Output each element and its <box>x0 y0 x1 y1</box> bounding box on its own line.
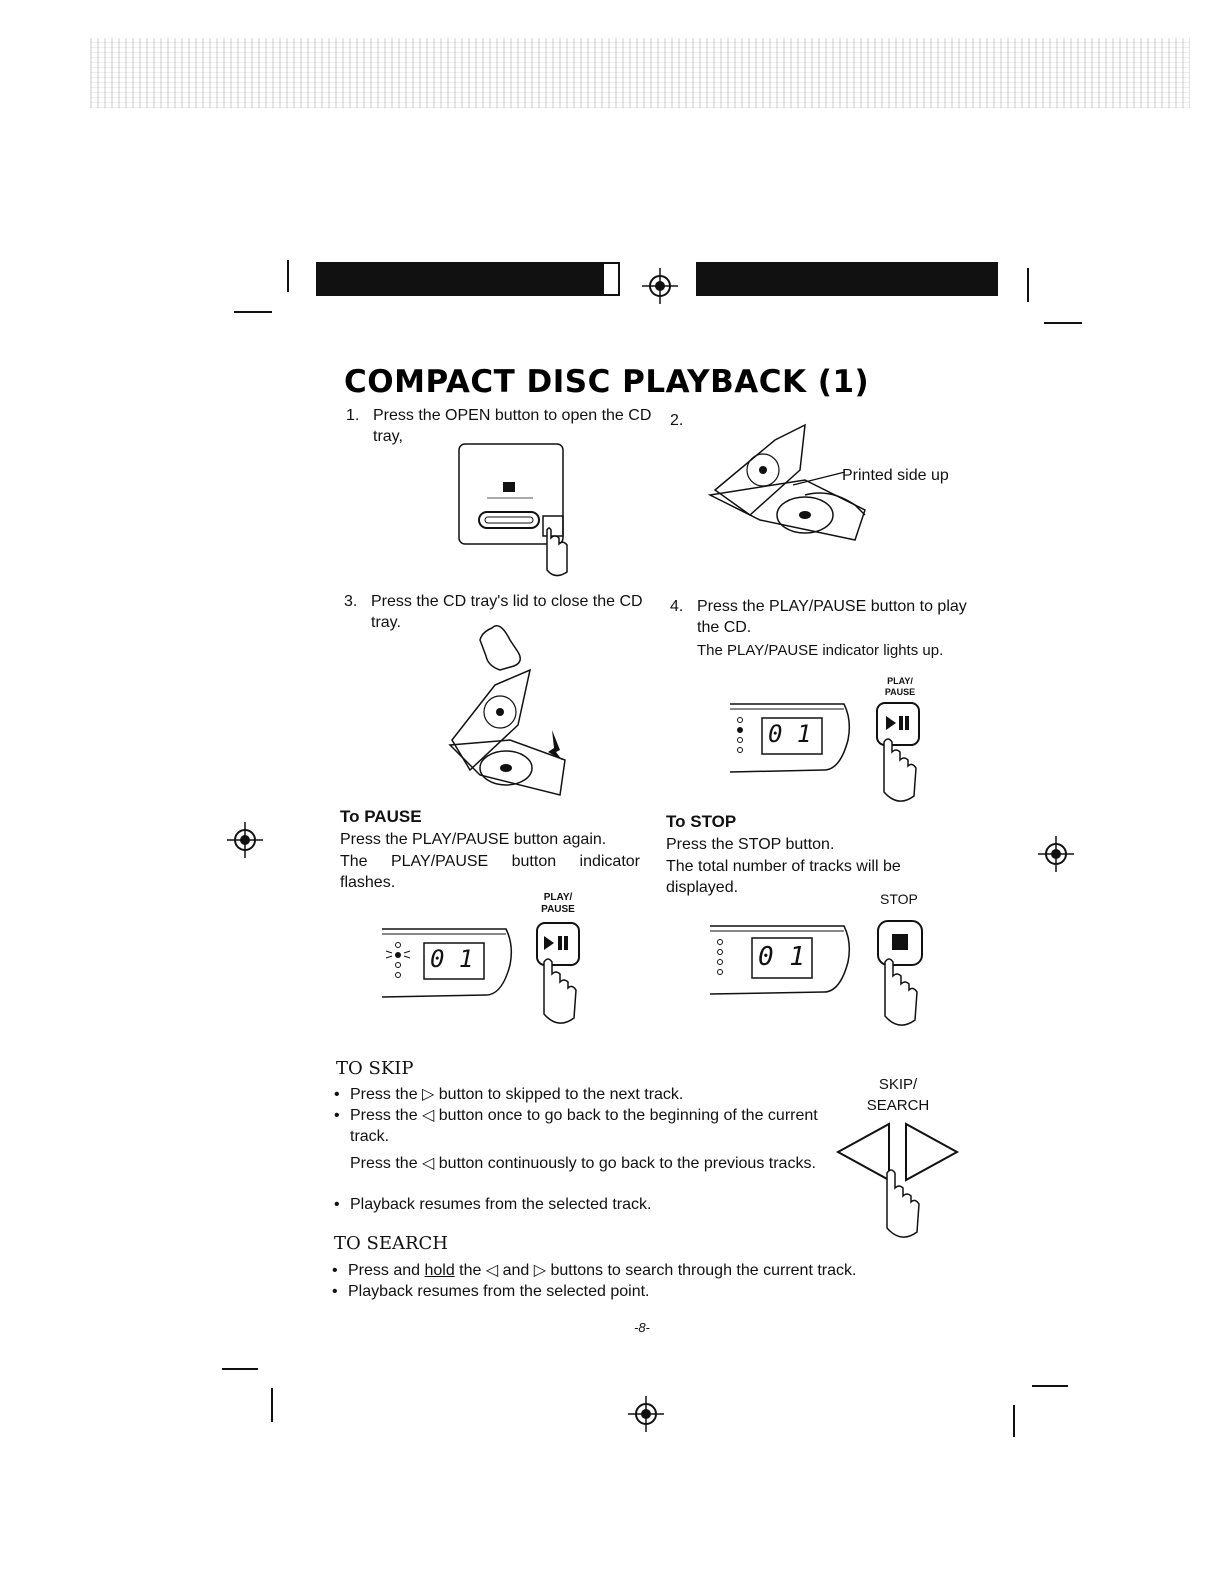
close-tray-illustration <box>440 620 580 805</box>
skip-item-3: • Playback resumes from the selected track. <box>334 1194 824 1215</box>
crop-line <box>1027 268 1029 302</box>
step-3-num: 3. <box>344 593 358 610</box>
crop-line <box>222 1368 258 1370</box>
stop-line-2: The total number of tracks will be displayed. <box>666 858 901 896</box>
pause-play-pause-label: PLAY/ PAUSE <box>541 892 575 915</box>
skip-search-label: SKIP/ SEARCH <box>866 1076 930 1114</box>
search-item-2: • Playback resumes from the selected point. <box>332 1281 932 1302</box>
search-item-1-pre: Press and <box>348 1262 425 1279</box>
play-pause-button-icon[interactable] <box>874 700 924 810</box>
skip-list <box>334 1084 824 1147</box>
header-bar-left-end <box>602 262 620 296</box>
step-2-num: 2. <box>670 412 684 429</box>
step-4-num: 4. <box>670 598 684 615</box>
registration-mark-icon <box>626 1394 666 1434</box>
step-1-num: 1. <box>346 407 360 424</box>
pause-line-1: Press the PLAY/PAUSE button again. <box>340 831 607 848</box>
registration-mark-icon <box>1036 834 1076 874</box>
crop-line <box>287 260 289 292</box>
stop-track-display: 0 1 <box>758 942 805 972</box>
search-list <box>332 1260 932 1302</box>
search-item-1 <box>332 1260 932 1281</box>
step-3-text: Press the CD tray's lid to close the CD tray. <box>371 593 643 631</box>
page-number: -8- <box>634 1320 650 1335</box>
scan-noise <box>90 38 1190 108</box>
play-pause-label: PLAY/ PAUSE <box>884 676 916 697</box>
printed-side-label: Printed side up <box>842 467 949 484</box>
crop-line <box>1013 1405 1015 1437</box>
open-button-illustration <box>455 440 575 585</box>
page-title: COMPACT DISC PLAYBACK (1) <box>344 364 870 400</box>
track-display: 0 1 <box>768 720 812 748</box>
crop-line <box>234 311 272 313</box>
stop-button-icon[interactable] <box>875 918 925 1038</box>
skip-search-buttons-icon[interactable] <box>835 1118 960 1243</box>
skip-heading: TO SKIP <box>336 1058 414 1079</box>
registration-mark-icon <box>640 266 680 306</box>
search-item-1-post: the ◁ and ▷ buttons to search through the current track. <box>454 1262 857 1279</box>
registration-mark-icon <box>225 820 265 860</box>
skip-sub: Press the ◁ button continuously to go back to the previous tracks. <box>350 1155 816 1172</box>
crop-line <box>271 1388 273 1422</box>
pause-line-2: The PLAY/PAUSE button indicator flashes. <box>340 853 640 891</box>
stop-heading: To STOP <box>666 812 737 831</box>
step-1-text: Press the OPEN button to open the CD tray, <box>373 407 652 445</box>
header-bar-left <box>316 262 602 296</box>
search-heading: TO SEARCH <box>334 1233 448 1254</box>
step-4-note: The PLAY/PAUSE indicator lights up. <box>697 642 944 659</box>
skip-item-1: • Press the ▷ button to skipped to the next track. <box>334 1084 824 1105</box>
crop-line <box>1032 1385 1068 1387</box>
search-item-1-hold: hold <box>424 1262 455 1279</box>
step-4-text: Press the PLAY/PAUSE button to play the CD. <box>697 598 967 636</box>
pause-heading: To PAUSE <box>340 807 422 826</box>
pause-track-display: 0 1 <box>430 945 474 973</box>
stop-label: STOP <box>880 891 918 907</box>
stop-line-1: Press the STOP button. <box>666 836 835 853</box>
header-bar-right <box>696 262 998 296</box>
skip-list-end <box>334 1194 824 1215</box>
crop-line <box>1044 322 1082 324</box>
pause-play-pause-button-icon[interactable] <box>534 920 584 1035</box>
skip-item-2: • Press the ◁ button once to go back to the beginning of the current track. <box>334 1105 824 1147</box>
